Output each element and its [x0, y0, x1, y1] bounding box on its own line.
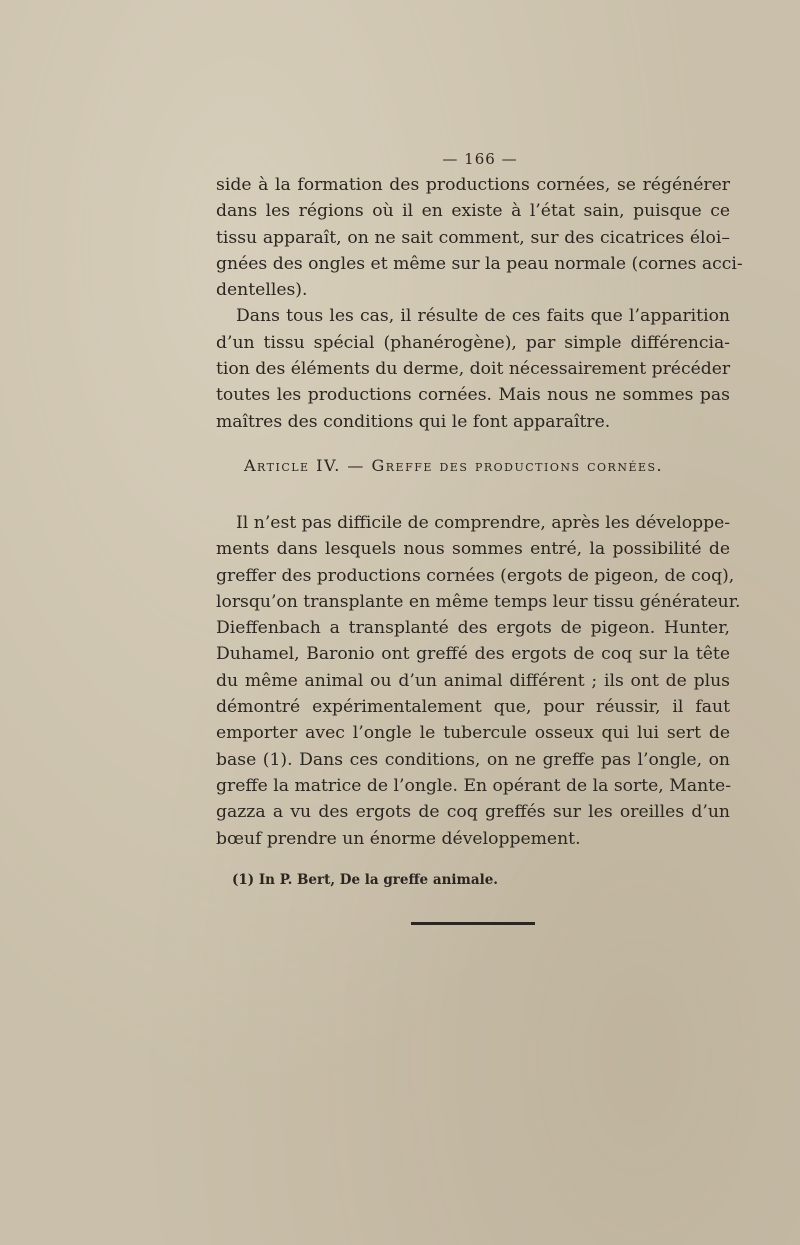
text-line: bœuf prendre un énorme développement. — [216, 828, 581, 849]
text-line: tissu apparaît, on ne sait comment, sur des cicatrices éloi– — [216, 227, 730, 248]
text-line: side à la formation des productions cornées, se régénérer — [216, 175, 730, 195]
text-line: Dieffenbach a transplanté des ergots de pigeon. Hunter, — [216, 618, 730, 639]
text-line: lorsqu’on transplante en même temps leur tissu générateur. — [216, 591, 741, 612]
paragraph-2 — [216, 303, 730, 434]
text-line: tion des éléments du derme, doit nécessairement précéder — [216, 359, 731, 380]
text-line: toutes les productions cornées. Mais nous ne sommes pas — [216, 385, 730, 406]
text-line: base (1). Dans ces conditions, on ne greffe pas l’ongle, on — [216, 749, 730, 770]
text-line: emporter avec l’ongle le tubercule osseux qui lui sert de — [216, 723, 730, 744]
text-line: du même animal ou d’un animal différent ; ils ont de plus — [216, 670, 730, 691]
text-line: Il n’est pas difficile de comprendre, après les développe- — [236, 513, 731, 533]
text-line: dans les régions où il en existe à l’état sain, puisque ce — [216, 201, 730, 222]
text-line: dentelles). — [216, 280, 308, 301]
paragraph-group-top — [216, 172, 743, 435]
text-line: d’un tissu spécial (phanérogène), par simple différencia- — [216, 332, 730, 353]
page-number: — 166 — — [442, 150, 518, 168]
end-rule — [411, 922, 535, 925]
section-heading: Article IV. — Greffe des productions cornées. — [244, 456, 664, 475]
text-line: greffe la matrice de l’ongle. En opérant de la sorte, Mante- — [216, 775, 732, 796]
text-line: greffer des productions cornées (ergots de pigeon, de coq), — [216, 565, 735, 586]
footnote: (1) In P. Bert, De la greffe animale. — [232, 872, 498, 888]
paragraph-1 — [216, 172, 743, 303]
text-line: ments dans lesquels nous sommes entré, la possibilité de — [216, 539, 730, 560]
text-line: Dans tous les cas, il résulte de ces faits que l’apparition — [236, 306, 730, 327]
paragraph-3 — [216, 510, 741, 852]
text-line: démontré expérimentalement que, pour réussir, il faut — [216, 697, 730, 718]
text-line: gnées des ongles et même sur la peau normale (cornes acci- — [216, 253, 743, 274]
text-line: Duhamel, Baronio ont greffé des ergots de coq sur la tête — [216, 644, 730, 665]
text-line: maîtres des conditions qui le font apparaître. — [216, 411, 611, 432]
text-line: gazza a vu des ergots de coq greffés sur les oreilles d’un — [216, 802, 730, 823]
